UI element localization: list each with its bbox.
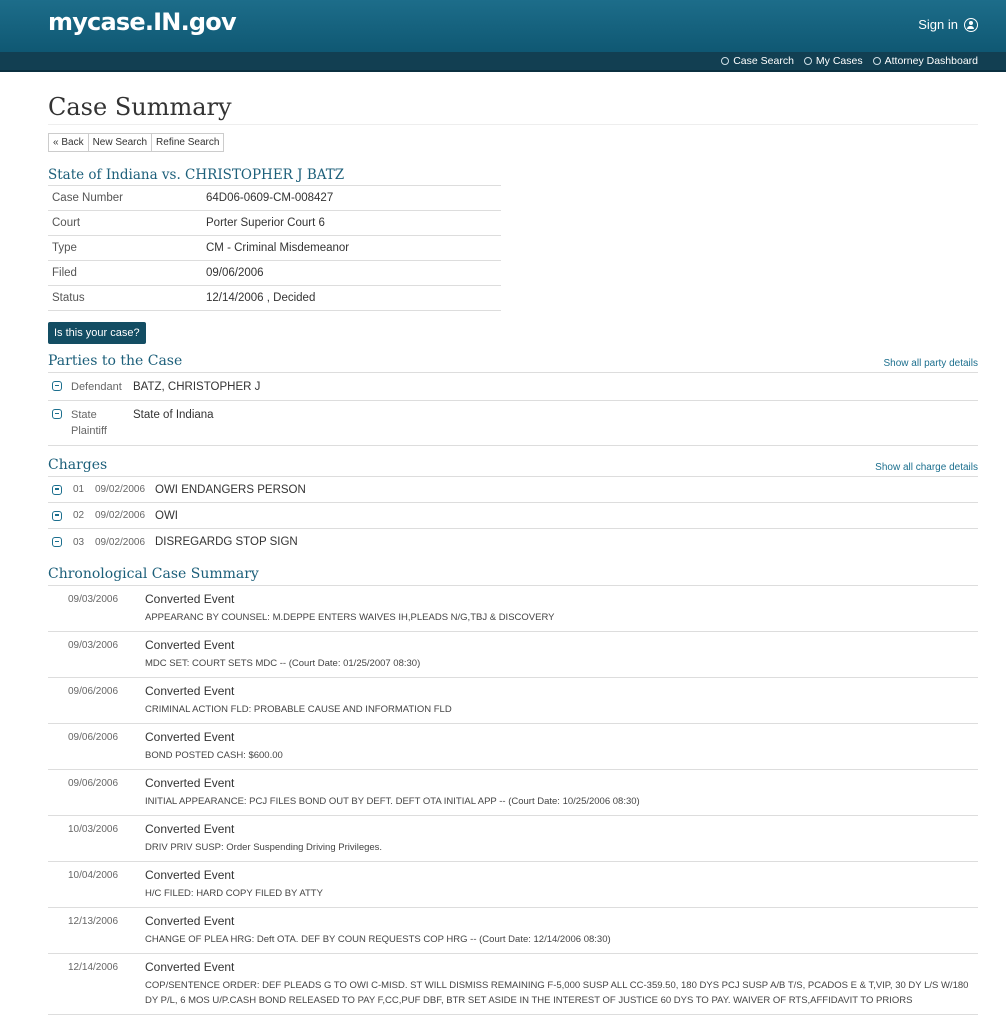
field-label: Case Number	[52, 192, 123, 204]
charge-number: 02	[73, 510, 85, 521]
field-label: Type	[52, 242, 77, 254]
party-row	[48, 401, 978, 446]
ccs-event	[48, 678, 978, 724]
event-title: Converted Event	[145, 730, 235, 744]
collapse-icon[interactable]	[52, 537, 62, 547]
nav-my-cases[interactable]	[804, 55, 863, 67]
user-icon	[964, 18, 978, 32]
case-info-table	[48, 185, 501, 311]
collapse-icon[interactable]	[52, 409, 62, 419]
back-button[interactable]: « Back	[49, 134, 89, 151]
event-description: APPEARANC BY COUNSEL: M.DEPPE ENTERS WAIVES IH,PLEADS N/G,TBJ & DISCOVERY	[145, 612, 555, 623]
filed-row	[48, 261, 501, 286]
main-content	[48, 72, 978, 1015]
party-type: Defendant	[71, 381, 122, 393]
event-date: 09/03/2006	[68, 594, 119, 605]
event-title: Converted Event	[145, 684, 235, 698]
sign-in-label: Sign in	[918, 17, 958, 32]
page-title: Case Summary	[48, 93, 978, 125]
field-value: 12/14/2006 , Decided	[206, 292, 316, 304]
site-logo[interactable]: mycase.IN.gov	[48, 8, 236, 36]
court-row	[48, 211, 501, 236]
event-date: 09/06/2006	[68, 732, 119, 743]
event-description: COP/SENTENCE ORDER: DEF PLEADS G TO OWI C-MISD. ST WILL DISMISS REMAINING F-5,000 SUSP ALL CC-359.50, 180 DYS PCJ SUSP A/B T/S, PCADOS E & T,VIP, 30 DY L/S W/180 DY P/L, 6 MOS U/P.CASH BOND RELEASED TO PAY F,CC,PUF DBF, BTR SET ASIDE IN THE INTEREST OF JUSTICE 60 DYS TO PAY. WAIVER OF RTS,AFFIDAVIT TO PRIORS	[145, 980, 969, 1006]
is-this-your-case-button[interactable]: Is this your case?	[48, 322, 146, 344]
charge-description: OWI	[155, 509, 178, 522]
section-title: Parties to the Case	[48, 353, 183, 369]
charge-description: DISREGARDG STOP SIGN	[155, 536, 298, 548]
site-header	[0, 0, 1006, 52]
parties-header	[48, 350, 978, 373]
field-label: Court	[52, 217, 81, 229]
event-description: BOND POSTED CASH: $600.00	[145, 750, 283, 761]
event-date: 12/13/2006	[68, 916, 119, 927]
collapse-icon[interactable]	[52, 485, 62, 495]
show-charge-details-link[interactable]: Show all charge details	[875, 462, 978, 473]
event-description: CHANGE OF PLEA HRG: Deft OTA. DEF BY COUN REQUESTS COP HRG -- (Court Date: 12/14/2006 08:30)	[145, 934, 611, 945]
collapse-icon[interactable]	[52, 511, 62, 521]
top-nav	[0, 52, 1006, 72]
party-row	[48, 373, 978, 401]
field-label: Filed	[52, 267, 77, 279]
ccs-section	[48, 563, 978, 1015]
collapse-icon[interactable]	[52, 381, 62, 391]
ccs-event	[48, 724, 978, 770]
nav-label: Attorney Dashboard	[884, 55, 978, 67]
section-title: Charges	[48, 457, 108, 473]
party-name: State of Indiana	[133, 409, 214, 421]
ccs-event	[48, 632, 978, 678]
ccs-header	[48, 563, 978, 586]
case-title: State of Indiana vs. CHRISTOPHER J BATZ	[48, 167, 345, 183]
charge-row	[48, 503, 978, 529]
charge-number: 01	[73, 484, 85, 495]
parties-section	[48, 350, 978, 446]
field-value: 09/06/2006	[206, 267, 264, 279]
event-title: Converted Event	[145, 822, 235, 836]
event-description: H/C FILED: HARD COPY FILED BY ATTY	[145, 888, 323, 899]
status-row	[48, 286, 501, 311]
ccs-event	[48, 770, 978, 816]
event-title: Converted Event	[145, 914, 235, 928]
charge-row	[48, 529, 978, 555]
case-number-row	[48, 186, 501, 211]
event-description: MDC SET: COURT SETS MDC -- (Court Date: 01/25/2007 08:30)	[145, 658, 421, 669]
charge-date: 09/02/2006	[95, 536, 146, 548]
event-date: 10/04/2006	[68, 870, 119, 881]
charge-row	[48, 477, 978, 503]
ccs-event	[48, 954, 978, 1015]
circle-bullet-icon	[721, 57, 729, 65]
ccs-event	[48, 586, 978, 632]
event-title: Converted Event	[145, 868, 235, 882]
event-title: Converted Event	[145, 592, 235, 606]
event-date: 09/06/2006	[68, 778, 119, 789]
nav-label: Case Search	[733, 55, 794, 67]
field-value: 64D06-0609-CM-008427	[206, 192, 334, 204]
event-date: 12/14/2006	[68, 962, 119, 973]
field-value: CM - Criminal Misdemeanor	[206, 242, 350, 254]
charges-header	[48, 454, 978, 477]
event-description: CRIMINAL ACTION FLD: PROBABLE CAUSE AND INFORMATION FLD	[145, 704, 452, 715]
event-title: Converted Event	[145, 960, 235, 974]
charge-date: 09/02/2006	[95, 484, 146, 495]
nav-attorney-dashboard[interactable]	[873, 55, 978, 67]
refine-search-button[interactable]: Refine Search	[156, 137, 220, 148]
section-title: Chronological Case Summary	[48, 566, 259, 582]
charges-section	[48, 454, 978, 555]
nav-case-search[interactable]	[721, 55, 794, 67]
party-name: BATZ, CHRISTOPHER J	[133, 381, 261, 393]
event-date: 09/06/2006	[68, 686, 119, 697]
party-type: State Plaintiff	[71, 409, 107, 437]
type-row	[48, 236, 501, 261]
charge-date: 09/02/2006	[95, 510, 146, 521]
event-date: 10/03/2006	[68, 824, 119, 835]
field-value: Porter Superior Court 6	[206, 217, 325, 229]
ccs-event	[48, 908, 978, 954]
circle-bullet-icon	[804, 57, 812, 65]
nav-label: My Cases	[815, 55, 863, 67]
ccs-event	[48, 816, 978, 862]
event-description: INITIAL APPEARANCE: PCJ FILES BOND OUT BY DEFT. DEFT OTA INITIAL APP -- (Court Date: 10/25/2006 08:30)	[145, 796, 640, 807]
event-description: DRIV PRIV SUSP: Order Suspending Driving Privileges.	[145, 842, 383, 853]
show-party-details-link[interactable]: Show all party details	[883, 358, 978, 369]
new-search-button[interactable]: New Search	[89, 134, 152, 151]
ccs-event	[48, 862, 978, 908]
event-date: 09/03/2006	[68, 640, 119, 651]
event-title: Converted Event	[145, 638, 235, 652]
circle-bullet-icon	[873, 57, 881, 65]
charge-number: 03	[73, 536, 85, 548]
sign-in-link[interactable]	[918, 17, 978, 32]
event-title: Converted Event	[145, 776, 235, 790]
search-button-group	[48, 133, 224, 152]
field-label: Status	[52, 292, 85, 304]
charge-description: OWI ENDANGERS PERSON	[155, 483, 306, 496]
